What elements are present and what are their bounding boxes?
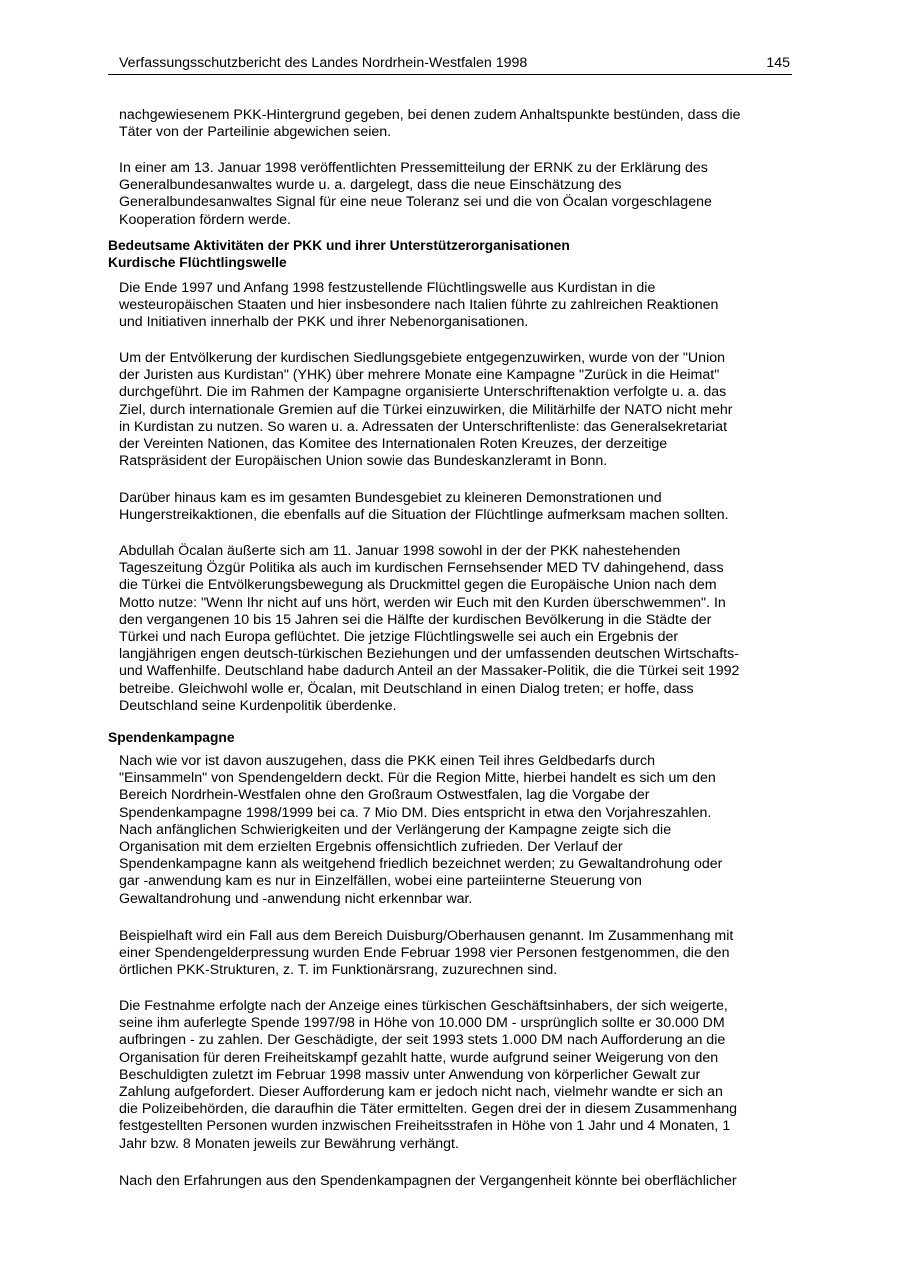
text-line: "Einsammeln" von Spendengeldern deckt. Für die Region Mitte, hierbei handelt es sich um den xyxy=(119,770,716,787)
paragraph xyxy=(119,543,799,715)
paragraph xyxy=(119,280,799,332)
page-number: 145 xyxy=(766,55,790,71)
heading-line: Spendenkampagne xyxy=(108,730,235,745)
header-title: Verfassungsschutzbericht des Landes Nordrhein-Westfalen 1998 xyxy=(119,55,528,71)
text-line: Beispielhaft wird ein Fall aus dem Bereich Duisburg/Oberhausen genannt. Im Zusammenhang mit xyxy=(119,928,734,944)
text-line: Die Festnahme erfolgte nach der Anzeige eines türkischen Geschäftsinhabers, der sich weigerte, xyxy=(119,998,728,1014)
text-line: Nach wie vor ist davon auszugehen, dass die PKK einen Teil ihres Geldbedarfs durch xyxy=(119,753,656,769)
text-line: Bereich Nordrhein-Westfalen ohne den Großraum Ostwestfalen, lag die Vorgabe der xyxy=(119,787,650,804)
paragraph xyxy=(119,107,799,141)
text-line: die Türkei die Entvölkerungsbewegung als Druckmittel gegen die Europäische Union nach dem xyxy=(119,577,717,594)
text-line: in Kurdistan zu nutzen. So waren u. a. Adressaten der Unterschriftenliste: das Generalsekretariat xyxy=(119,418,728,435)
text-line: westeuropäischen Staaten und hier insbesondere nach Italien führte zu zahlreichen Reaktionen xyxy=(119,297,719,314)
text-line: Beschuldigten zuletzt im Februar 1998 massiv unter Anwendung von körperlicher Gewalt zur xyxy=(119,1066,701,1083)
text-line: Organisation mit dem erzielten Ergebnis offensichtlich zufrieden. Der Verlauf der xyxy=(119,839,623,856)
paragraph xyxy=(119,160,799,229)
text-line: Generalbundesanwaltes wurde u. a. dargelegt, dass die neue Einschätzung des xyxy=(119,177,622,194)
page-header xyxy=(108,52,792,75)
text-line: nachgewiesenem PKK-Hintergrund gegeben, bei denen zudem Anhaltspunkte bestünden, dass die xyxy=(119,107,741,123)
text-line: Deutschland seine Kurdenpolitik überdenke. xyxy=(119,697,397,714)
text-line: langjährigen engen deutsch-türkischen Beziehungen und der umfassenden deutschen Wirtschafts- xyxy=(119,646,739,663)
text-line: durchgeführt. Die im Rahmen der Kampagne organisierte Unterschriftenaktion verfolgte u. a. das xyxy=(119,384,727,401)
text-line: Jahr bzw. 8 Monaten jeweils zur Bewährung verhängt. xyxy=(119,1135,459,1152)
section-heading xyxy=(108,238,570,272)
text-line: Die Ende 1997 und Anfang 1998 festzustellende Flüchtlingswelle aus Kurdistan in die xyxy=(119,280,656,296)
text-line: Ziel, durch internationale Gremien auf die Türkei einzuwirken, die Militärhilfe der NATO nicht mehr xyxy=(119,401,733,418)
text-line: und Waffenhilfe. Deutschland habe dadurch Anteil an der Massaker-Politik, die die Türkei seit 1992 xyxy=(119,663,740,680)
text-line: seine ihm auferlegte Spende 1997/98 in Höhe von 10.000 DM - ursprünglich sollte er 30.000 DM xyxy=(119,1015,725,1032)
text-line: Tageszeitung Özgür Politika als auch im kurdischen Fernsehsender MED TV dahingehend, dass xyxy=(119,560,724,577)
text-line: Motto nutze: "Wenn Ihr nicht auf uns hört, werden wir Euch mit den Kurden überschwemmen". In xyxy=(119,594,726,611)
text-line: Gewaltandrohung und -anwendung nicht erkennbar war. xyxy=(119,890,473,907)
text-line: Hungerstreikaktionen, die ebenfalls auf die Situation der Flüchtlinge aufmerksam machen sollten. xyxy=(119,507,729,524)
heading-line: Kurdische Flüchtlingswelle xyxy=(108,254,287,270)
heading-line: Bedeutsame Aktivitäten der PKK und ihrer Unterstützerorganisationen xyxy=(108,238,570,253)
text-line: Kooperation fördern werde. xyxy=(119,211,291,228)
text-line: Nach anfänglichen Schwierigkeiten und der Verlängerung der Kampagne zeigte sich die xyxy=(119,821,672,838)
text-line: Darüber hinaus kam es im gesamten Bundesgebiet zu kleineren Demonstrationen und xyxy=(119,490,662,506)
text-line: In einer am 13. Januar 1998 veröffentlichten Pressemitteilung der ERNK zu der Erklärung des xyxy=(119,160,708,176)
paragraph xyxy=(119,753,799,908)
text-line: festgestellten Personen wurden inzwischen Freiheitsstrafen in Höhe von 1 Jahr und 4 Monaten, 1 xyxy=(119,1118,731,1135)
text-line: Um der Entvölkerung der kurdischen Siedlungsgebiete entgegenzuwirken, wurde von der "Union xyxy=(119,350,725,366)
text-line: aufbringen - zu zahlen. Der Geschädigte, der seit 1993 stets 1.000 DM nach Aufforderung an die xyxy=(119,1032,726,1049)
text-line: den vergangenen 10 bis 15 Jahren sei die Hälfte der kurdischen Bevölkerung in die Städte der xyxy=(119,611,712,628)
paragraph xyxy=(119,998,799,1153)
text-line: Türkei und nach Europa geflüchtet. Die jetzige Flüchtlingswelle sei auch ein Ergebnis der xyxy=(119,629,679,646)
text-line: Abdullah Öcalan äußerte sich am 11. Januar 1998 sowohl in der der PKK nahestehenden xyxy=(119,543,681,559)
text-line: und Initiativen innerhalb der PKK und ihrer Nebenorganisationen. xyxy=(119,314,529,331)
text-line: örtlichen PKK-Strukturen, z. T. im Funktionärsrang, zuzurechnen sind. xyxy=(119,962,558,979)
section-heading xyxy=(108,730,235,747)
text-line: Nach den Erfahrungen aus den Spendenkampagnen der Vergangenheit könnte bei oberflächlicher xyxy=(119,1173,737,1189)
paragraph xyxy=(119,350,799,470)
text-line: Spendenkampagne kann als weitgehend friedlich bezeichnet werden; zu Gewaltandrohung oder xyxy=(119,856,723,873)
text-line: einer Spendengelderpressung wurden Ende Februar 1998 vier Personen festgenommen, die den xyxy=(119,945,730,962)
paragraph xyxy=(119,1173,799,1190)
text-line: die Polizeibehörden, die daraufhin die Täter ermittelten. Gegen drei der in diesem Zusammenhang xyxy=(119,1101,738,1118)
paragraph xyxy=(119,490,799,524)
text-line: der Juristen aus Kurdistan" (YHK) über mehrere Monate eine Kampagne "Zurück in die Heimat" xyxy=(119,367,720,384)
text-line: Generalbundesanwaltes Signal für eine neue Toleranz sei und die von Öcalan vorgeschlagene xyxy=(119,194,712,211)
text-line: Organisation für deren Freiheitskampf gezahlt hatte, wurde aufgrund seiner Weigerung von den xyxy=(119,1049,719,1066)
text-line: Spendenkampagne 1998/1999 bei ca. 7 Mio DM. Dies entspricht in etwa den Vorjahreszahlen. xyxy=(119,804,712,821)
text-line: Täter von der Parteilinie abgewichen seien. xyxy=(119,124,392,141)
text-line: gar -anwendung kam es nur in Einzelfällen, wobei eine parteiinterne Steuerung von xyxy=(119,873,642,890)
text-line: Ratspräsident der Europäischen Union sowie das Bundeskanzleramt in Bonn. xyxy=(119,453,608,470)
text-line: Zahlung aufgefordert. Dieser Aufforderung kam er jedoch nicht nach, vielmehr wandte er sich an xyxy=(119,1084,723,1101)
text-line: der Vereinten Nationen, das Komitee des Internationalen Roten Kreuzes, der derzeitige xyxy=(119,436,668,453)
paragraph xyxy=(119,928,799,980)
text-line: betreibe. Gleichwohl wolle er, Öcalan, mit Deutschland in einen Dialog treten; er hoffe, dass xyxy=(119,680,694,697)
